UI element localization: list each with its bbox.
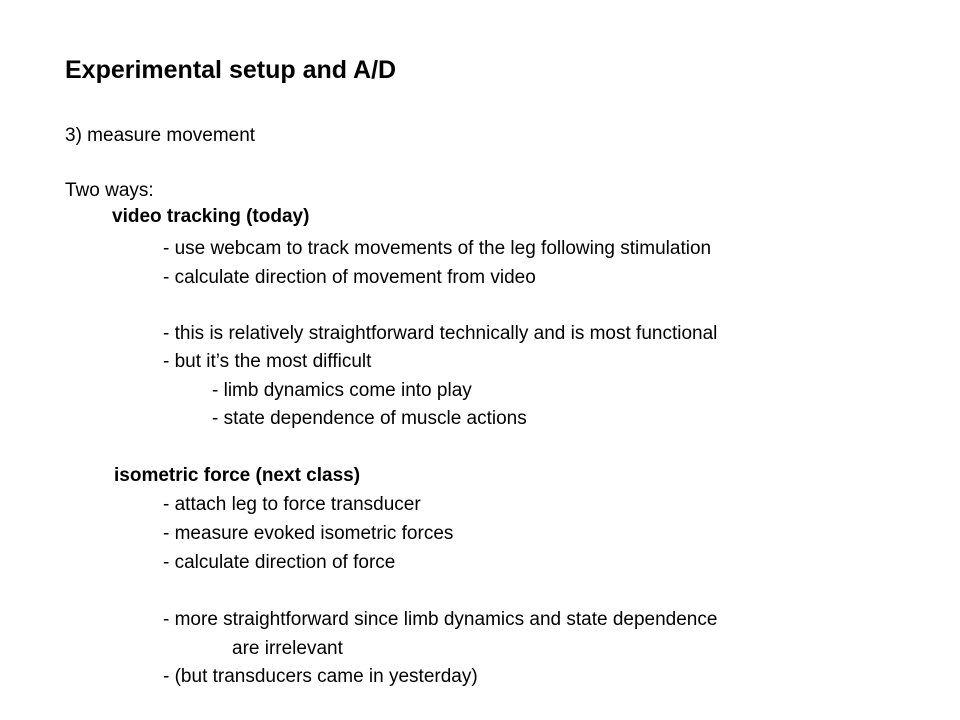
isometric-force-heading: isometric force (next class) [114,465,361,486]
video-item-webcam: - use webcam to track movements of the leg following stimulation [163,238,712,259]
video-subitem-state-dependence: - state dependence of muscle actions [212,408,527,429]
isometric-item-straightforward: - more straightforward since limb dynamics and state dependence [163,609,718,630]
video-tracking-heading: video tracking (today) [112,206,310,227]
intro-text: Two ways: [65,180,154,201]
isometric-item-irrelevant: are irrelevant [232,638,343,659]
subtitle-text: 3) measure movement [65,125,256,146]
video-item-calculate: - calculate direction of movement from video [163,267,536,288]
isometric-item-attach: - attach leg to force transducer [163,494,421,515]
video-item-difficult: - but it’s the most difficult [163,351,372,372]
video-item-straightforward: - this is relatively straightforward technically and is most functional [163,323,718,344]
isometric-item-measure: - measure evoked isometric forces [163,523,454,544]
isometric-item-transducers: - (but transducers came in yesterday) [163,666,478,687]
slide-title: Experimental setup and A/D [65,56,397,84]
isometric-item-calculate: - calculate direction of force [163,552,396,573]
video-subitem-limb-dynamics: - limb dynamics come into play [212,380,472,401]
